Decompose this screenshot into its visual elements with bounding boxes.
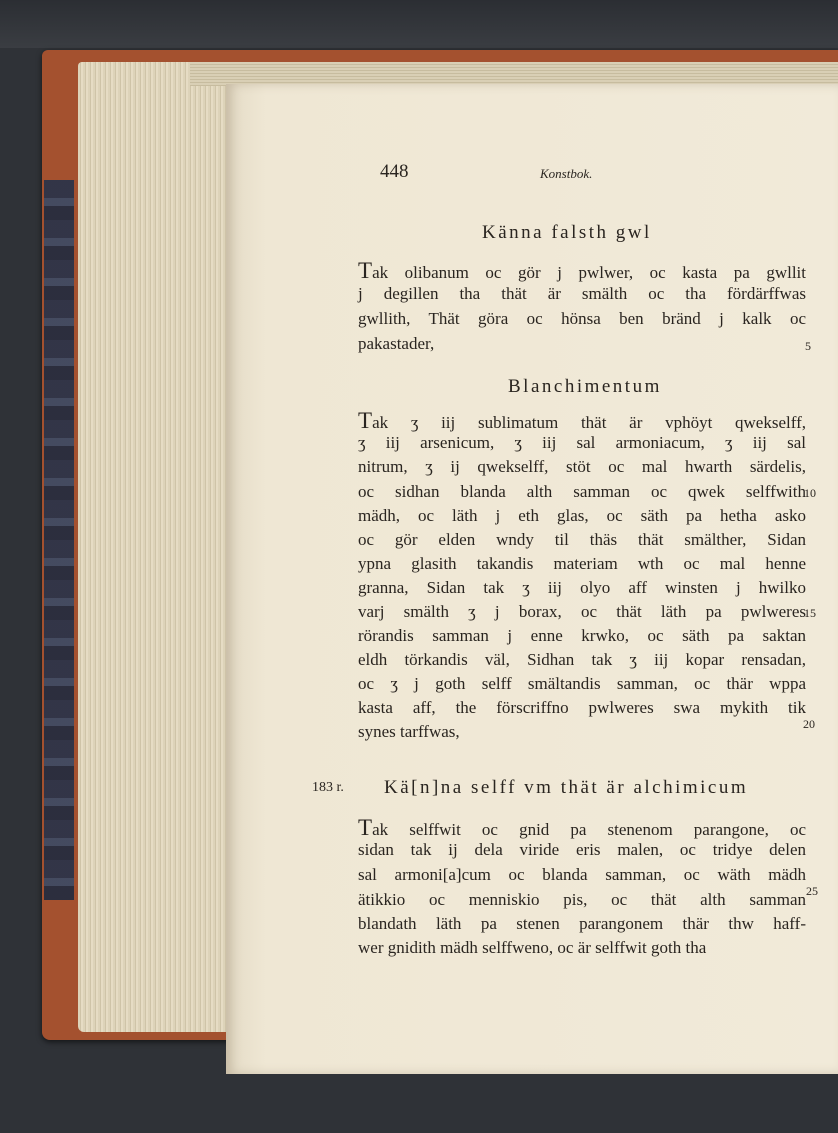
text-line: ypna glasith takandis materiam wth oc mal henne xyxy=(358,554,806,573)
text-line: varj smälth ʒ j borax, oc thät läth pa pwlweres xyxy=(358,602,806,621)
text-line: ätikkio oc menniskio pis, oc thät alth samman xyxy=(358,890,806,909)
text-line: mädh, oc läth j eth glas, oc säth pa hetha asko xyxy=(358,506,806,525)
text-line: gwllith, Thät göra oc hönsa ben bränd j kalk oc xyxy=(358,309,806,328)
text-line: wer gnidith mädh selffweno, oc är selffwit goth tha xyxy=(358,938,707,957)
page-edges-left xyxy=(78,62,228,1032)
text-line: kasta aff, the förscriffno pwlweres swa mykith tik xyxy=(358,698,806,717)
text-line: oc sidhan blanda alth samman oc qwek selffwith xyxy=(358,482,806,501)
book-spine-marbling xyxy=(44,180,74,900)
line-number: 20 xyxy=(803,717,815,731)
margin-folio-note: 183 r. xyxy=(312,780,344,795)
text-line: ʒ iij arsenicum, ʒ iij sal armoniacum, ʒ iij sal xyxy=(358,433,806,452)
line-number: 10 xyxy=(804,486,816,500)
text-line: Tak selffwit oc gnid pa stenenom parangone, oc xyxy=(358,815,806,840)
text-line: nitrum, ʒ ij qwekselff, stöt oc mal hwarth särdelis, xyxy=(358,457,806,476)
section-heading: Känna falsth gwl xyxy=(482,222,652,243)
text-line: pakastader, xyxy=(358,334,435,353)
text-line: j degillen tha thät är smälth oc tha fördärffwas xyxy=(358,284,806,303)
text-line: oc ʒ j goth selff smältandis samman, oc thär wppa xyxy=(358,674,806,693)
text-line: Tak ʒ iij sublimatum thät är vphöyt qwekselff, xyxy=(358,408,806,433)
text-line: sidan tak ij dela viride eris malen, oc tridye delen xyxy=(358,840,806,859)
initial-capital: T xyxy=(358,815,373,840)
section-heading: Kä[n]na selff vm thät är alchimicum xyxy=(384,777,749,798)
text-line: eldh törkandis väl, Sidhan tak ʒ iij kopar rensadan, xyxy=(358,650,806,669)
text-line: granna, Sidan tak ʒ iij olyo aff winsten j hwilko xyxy=(358,578,806,597)
section-heading: Blanchimentum xyxy=(508,376,662,397)
text-line: oc gör elden wndy til thäs thät smälther, Sidan xyxy=(358,530,806,549)
line-number: 25 xyxy=(806,884,818,898)
initial-capital: T xyxy=(358,408,373,433)
line-number: 15 xyxy=(804,606,816,620)
text-line: blandath läth pa stenen parangonem thär thw haff- xyxy=(358,914,806,933)
text-line: Tak olibanum oc gör j pwlwer, oc kasta pa gwllit xyxy=(358,258,806,283)
initial-capital: T xyxy=(358,258,373,283)
text-line: rörandis samman j enne krwko, oc säth pa saktan xyxy=(358,626,806,645)
text-line: sal armoni[a]cum oc blanda samman, oc wäth mädh xyxy=(358,865,806,884)
line-number: 5 xyxy=(805,339,811,353)
page-edges-top xyxy=(190,62,838,86)
background xyxy=(0,0,838,48)
text-line: synes tarffwas, xyxy=(358,722,460,741)
running-title: Konstbok. xyxy=(540,166,593,181)
page-number: 448 xyxy=(380,161,409,182)
